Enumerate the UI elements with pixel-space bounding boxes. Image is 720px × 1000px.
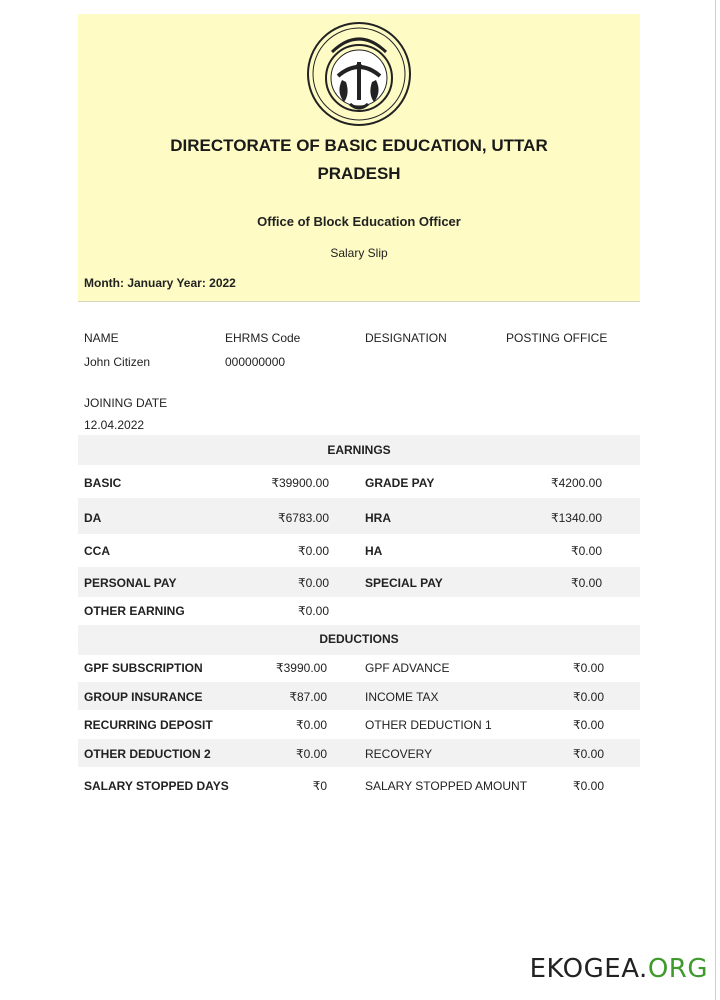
- earning-value: ₹4200.00: [550, 476, 602, 490]
- page-edge: [715, 0, 716, 1000]
- deduction-label: OTHER DEDUCTION 2: [84, 747, 211, 761]
- document-header: [78, 14, 640, 302]
- deduction-value: ₹3990.00: [275, 661, 327, 675]
- directorate-title-line2: PRADESH: [317, 164, 401, 183]
- deduction-label: SALARY STOPPED AMOUNT: [365, 779, 528, 793]
- ehrms-value: 000000000: [225, 355, 286, 369]
- deductions-heading: DEDUCTIONS: [319, 632, 399, 646]
- deduction-label: SALARY STOPPED DAYS: [84, 779, 229, 793]
- watermark-name: EKOGEA.: [529, 954, 648, 984]
- earning-value: ₹39900.00: [271, 476, 329, 490]
- earning-value: ₹0.00: [571, 576, 602, 590]
- deduction-label: RECURRING DEPOSIT: [84, 718, 213, 732]
- deduction-value: ₹0.00: [296, 718, 327, 732]
- earning-label: GRADE PAY: [365, 476, 435, 490]
- earnings-heading: EARNINGS: [327, 443, 391, 457]
- directorate-title: [78, 132, 640, 188]
- earning-label: PERSONAL PAY: [84, 576, 177, 590]
- designation-label: DESIGNATION: [365, 331, 447, 345]
- deduction-value: ₹87.00: [289, 690, 327, 704]
- earning-label: HRA: [365, 511, 391, 525]
- office-name: Office of Block Education Officer: [257, 214, 461, 229]
- earning-label: CCA: [84, 544, 110, 558]
- earning-value: ₹0.00: [298, 544, 329, 558]
- earning-value: ₹0.00: [298, 576, 329, 590]
- site-watermark: [530, 954, 708, 984]
- deduction-value: ₹0.00: [573, 779, 604, 793]
- deduction-label: GPF ADVANCE: [365, 661, 450, 675]
- earning-label: BASIC: [84, 476, 122, 490]
- deduction-label: OTHER DEDUCTION 1: [365, 718, 492, 732]
- pay-period: Month: January Year: 2022: [84, 276, 236, 290]
- earning-label: HA: [365, 544, 383, 558]
- deduction-label: INCOME TAX: [365, 690, 439, 704]
- posting-office-label: POSTING OFFICE: [506, 331, 608, 345]
- joining-date-label: JOINING DATE: [84, 396, 168, 410]
- earning-value: ₹0.00: [298, 604, 329, 618]
- joining-date-value: 12.04.2022: [84, 418, 145, 432]
- deduction-value: ₹0.00: [573, 690, 604, 704]
- earning-value: ₹1340.00: [550, 511, 602, 525]
- deduction-value: ₹0.00: [573, 718, 604, 732]
- deduction-value: ₹0: [312, 779, 327, 793]
- up-government-seal-icon: [306, 18, 412, 130]
- deduction-label: GPF SUBSCRIPTION: [84, 661, 203, 675]
- ehrms-label: EHRMS Code: [225, 331, 301, 345]
- deduction-label: GROUP INSURANCE: [84, 690, 203, 704]
- deduction-value: ₹0.00: [573, 747, 604, 761]
- watermark-tld: ORG: [647, 954, 708, 984]
- directorate-title-line1: DIRECTORATE OF BASIC EDUCATION, UTTAR: [170, 136, 548, 155]
- name-label: NAME: [84, 331, 119, 345]
- document-type: Salary Slip: [330, 246, 388, 260]
- deduction-value: ₹0.00: [573, 661, 604, 675]
- earning-value: ₹6783.00: [277, 511, 329, 525]
- name-value: John Citizen: [84, 355, 151, 369]
- deduction-label: RECOVERY: [365, 747, 433, 761]
- earning-label: DA: [84, 511, 102, 525]
- earning-label: SPECIAL PAY: [365, 576, 443, 590]
- deduction-value: ₹0.00: [296, 747, 327, 761]
- earning-value: ₹0.00: [571, 544, 602, 558]
- earning-label: OTHER EARNING: [84, 604, 185, 618]
